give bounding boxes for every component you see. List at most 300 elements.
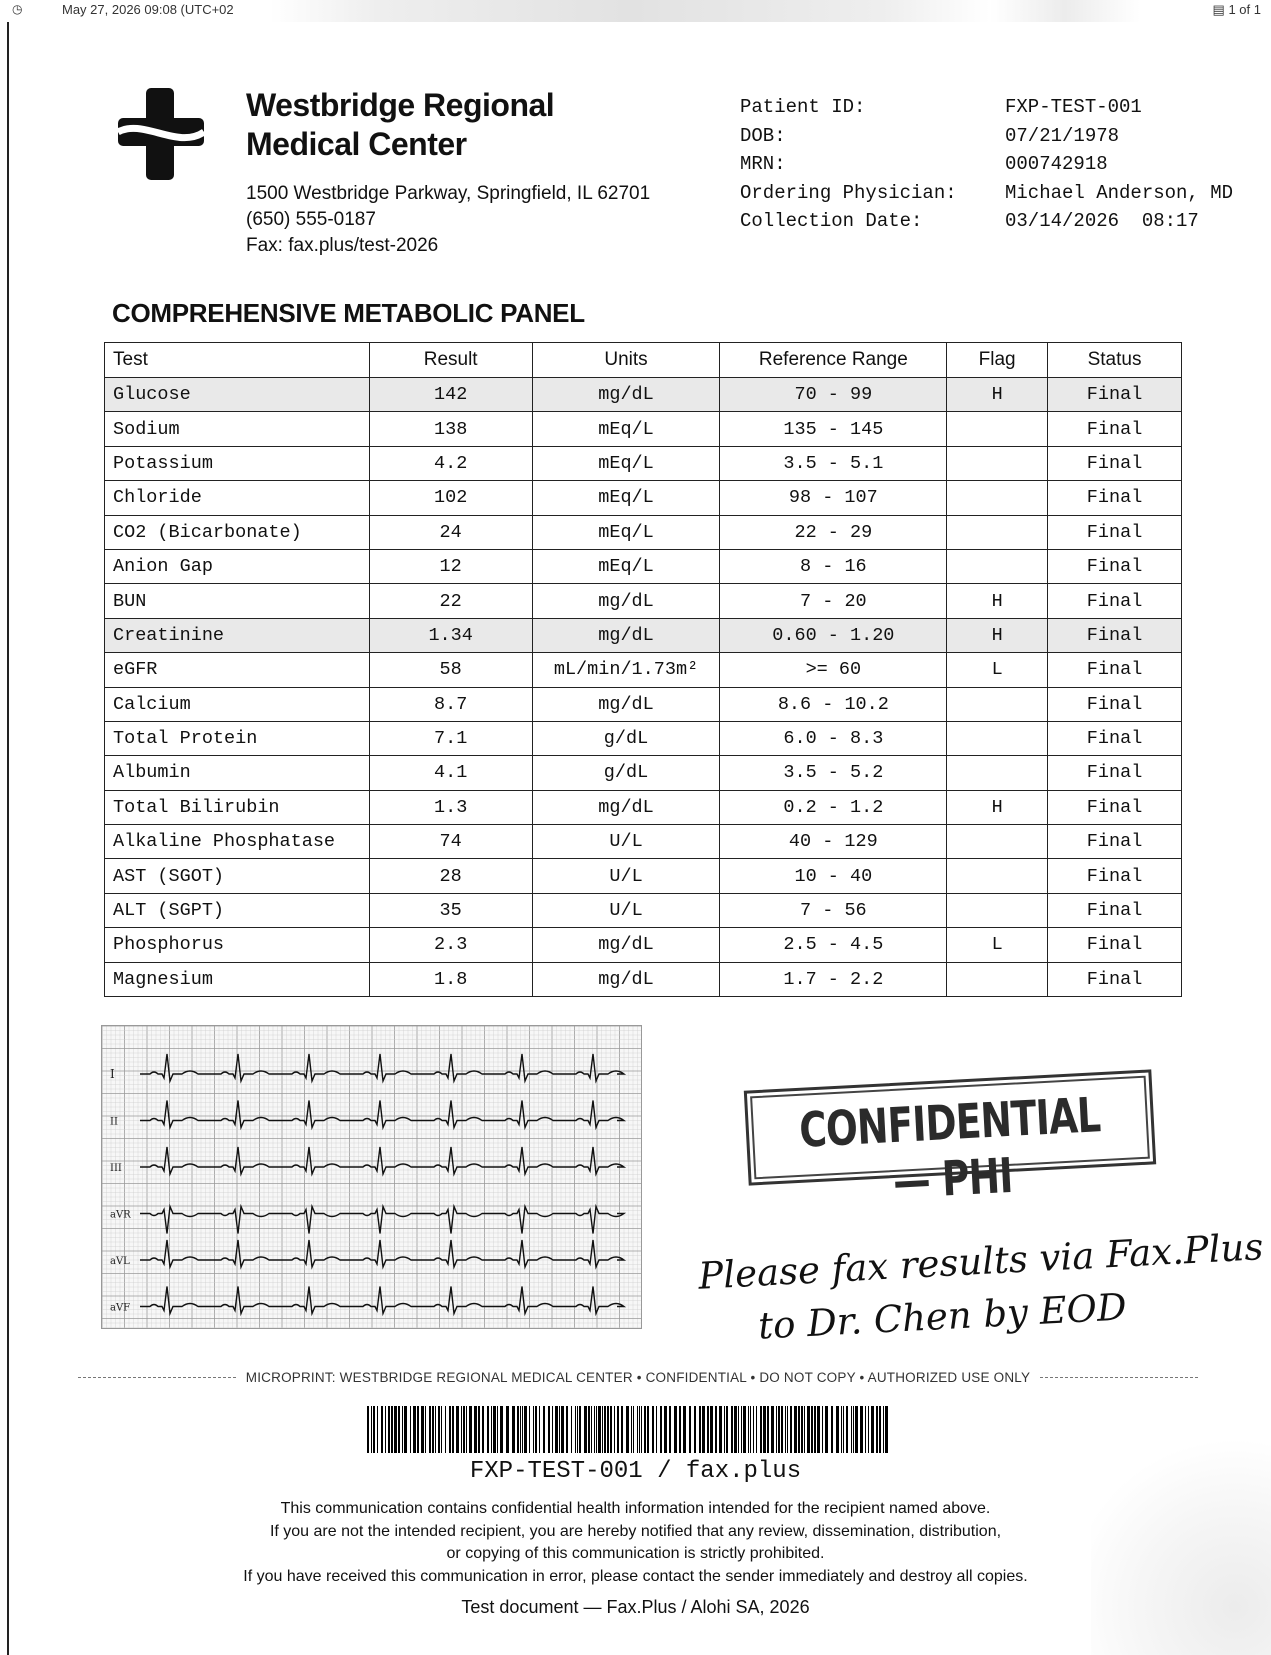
result-cell: 8.7 xyxy=(369,687,532,721)
barcode-bar xyxy=(871,1406,874,1453)
barcode-bar xyxy=(647,1406,649,1453)
barcode-bar xyxy=(575,1406,576,1453)
barcode-bar xyxy=(817,1406,820,1453)
barcode-bar xyxy=(452,1406,454,1453)
barcode-bar xyxy=(377,1406,378,1453)
table-row xyxy=(105,618,1182,652)
reference-range-cell: 3.5 - 5.2 xyxy=(720,756,947,790)
status-cell: Final xyxy=(1048,790,1182,824)
barcode-bar xyxy=(641,1406,642,1453)
status-cell: Final xyxy=(1048,549,1182,583)
barcode-bar xyxy=(559,1406,560,1453)
reference-range-cell: 7 - 56 xyxy=(720,893,947,927)
ecg-strip xyxy=(101,1025,642,1329)
barcode-bar xyxy=(535,1406,537,1453)
barcode-bar xyxy=(596,1406,597,1453)
barcode-bar xyxy=(410,1406,411,1453)
flag-cell xyxy=(947,687,1048,721)
barcode-bar xyxy=(879,1406,881,1453)
patient-info-label: MRN: xyxy=(740,153,786,175)
barcode-bar xyxy=(555,1406,558,1453)
ecg-lead-label: aVR xyxy=(110,1209,131,1221)
units-cell: mg/dL xyxy=(532,584,720,618)
barcode-bar xyxy=(517,1406,519,1453)
barcode-bar xyxy=(753,1406,754,1453)
test-name-cell: Glucose xyxy=(105,378,370,412)
barcode-bar xyxy=(631,1406,632,1453)
ecg-lead-label: III xyxy=(110,1163,122,1174)
column-header: Result xyxy=(369,343,532,378)
barcode-bar xyxy=(790,1406,792,1453)
barcode-bar xyxy=(710,1406,713,1453)
status-cell: Final xyxy=(1048,653,1182,687)
barcode-bar xyxy=(750,1406,751,1453)
result-cell: 1.34 xyxy=(369,618,532,652)
column-header: Units xyxy=(532,343,720,378)
table-row xyxy=(105,893,1182,927)
barcode-bar xyxy=(388,1406,390,1453)
disclaimer-line: If you have received this communication in error, please contact the sender immediately and destroy all copies. xyxy=(243,1567,1028,1585)
barcode-bar xyxy=(664,1406,667,1453)
medical-cross-icon xyxy=(118,88,204,180)
barcode-bar xyxy=(734,1406,737,1453)
table-row xyxy=(105,687,1182,721)
units-cell: U/L xyxy=(532,825,720,859)
disclaimer-line: This communication contains confidential health information intended for the recipient named above. xyxy=(280,1500,991,1517)
table-row xyxy=(105,446,1182,480)
barcode-bar xyxy=(417,1406,419,1453)
disclaimer-line: If you are not the intended recipient, you are hereby notified that any review, dissemination, distribution, xyxy=(269,1522,1002,1540)
barcode-bar xyxy=(512,1406,515,1453)
barcode-bar xyxy=(449,1406,451,1453)
status-cell: Final xyxy=(1048,584,1182,618)
flag-cell xyxy=(947,721,1048,755)
result-cell: 7.1 xyxy=(369,721,532,755)
barcode-bar xyxy=(760,1406,762,1453)
barcode-bar xyxy=(726,1406,728,1453)
barcode-bar xyxy=(529,1406,530,1453)
table-row xyxy=(105,928,1182,962)
barcode-bar xyxy=(656,1406,657,1453)
barcode-bar xyxy=(707,1406,709,1453)
fax-timestamp: May 27, 2026 09:08 (UTC+02 xyxy=(62,2,234,17)
result-cell: 142 xyxy=(369,378,532,412)
barcode-bar xyxy=(385,1406,386,1453)
barcode-bar xyxy=(579,1406,581,1453)
barcode-bar xyxy=(741,1406,742,1453)
flag-cell: H xyxy=(947,378,1048,412)
barcode-bar xyxy=(394,1406,397,1453)
barcode-bar xyxy=(432,1406,434,1453)
page-edge xyxy=(7,22,9,1655)
barcode-bar xyxy=(469,1406,472,1453)
barcode-bar xyxy=(811,1406,813,1453)
barcode-bar xyxy=(539,1406,540,1453)
barcode-bar xyxy=(781,1406,783,1453)
flag-cell xyxy=(947,446,1048,480)
barcode-bar xyxy=(438,1406,440,1453)
barcode-bar xyxy=(794,1406,797,1453)
flag-cell xyxy=(947,515,1048,549)
test-name-cell: Potassium xyxy=(105,446,370,480)
status-cell: Final xyxy=(1048,962,1182,996)
barcode-bar xyxy=(621,1406,623,1453)
barcode-bar xyxy=(798,1406,800,1453)
reference-range-cell: 6.0 - 8.3 xyxy=(720,721,947,755)
barcode-bar xyxy=(520,1406,521,1453)
flag-cell: L xyxy=(947,653,1048,687)
microprint-line xyxy=(78,1370,1198,1385)
patient-info-value: 000742918 xyxy=(1005,153,1108,175)
table-row xyxy=(105,721,1182,755)
table-row xyxy=(105,790,1182,824)
test-name-cell: Total Protein xyxy=(105,721,370,755)
barcode-bar xyxy=(604,1406,606,1453)
stamp-text: CONFIDENTIAL — PHI xyxy=(797,1087,1102,1211)
result-cell: 102 xyxy=(369,481,532,515)
barcode-bar xyxy=(702,1406,705,1453)
reference-range-cell: 0.2 - 1.2 xyxy=(720,790,947,824)
barcode-bar xyxy=(785,1406,786,1453)
clock-icon: ◷ xyxy=(12,2,23,16)
barcode-bar xyxy=(591,1406,592,1453)
status-cell: Final xyxy=(1048,893,1182,927)
status-cell: Final xyxy=(1048,618,1182,652)
result-cell: 12 xyxy=(369,549,532,583)
barcode-bar xyxy=(831,1406,833,1453)
barcode-bar xyxy=(689,1406,691,1453)
flag-cell xyxy=(947,756,1048,790)
status-cell: Final xyxy=(1048,515,1182,549)
barcode-bar xyxy=(413,1406,416,1453)
barcode-bar xyxy=(474,1406,477,1453)
test-name-cell: Sodium xyxy=(105,412,370,446)
test-name-cell: Phosphorus xyxy=(105,928,370,962)
barcode-bar xyxy=(398,1406,400,1453)
fax: Fax: fax.plus/test-2026 xyxy=(246,235,439,256)
flag-cell: H xyxy=(947,618,1048,652)
column-header: Reference Range xyxy=(720,343,947,378)
units-cell: U/L xyxy=(532,893,720,927)
reference-range-cell: 7 - 20 xyxy=(720,584,947,618)
patient-info-value: 07/21/1978 xyxy=(1005,124,1120,147)
barcode-bar xyxy=(429,1406,431,1453)
test-name-cell: Total Bilirubin xyxy=(105,790,370,824)
barcode-bar xyxy=(868,1406,869,1453)
barcode-text: FXP-TEST-001 / fax.plus xyxy=(469,1458,802,1485)
barcode-bar xyxy=(391,1406,393,1453)
status-cell: Final xyxy=(1048,412,1182,446)
barcode-bar xyxy=(594,1406,595,1453)
reference-range-cell: 2.5 - 4.5 xyxy=(720,928,947,962)
units-cell: U/L xyxy=(532,859,720,893)
organization-name xyxy=(246,86,554,164)
flag-cell: H xyxy=(947,584,1048,618)
address: 1500 Westbridge Parkway, Springfield, IL 62701 xyxy=(246,183,651,204)
status-cell: Final xyxy=(1048,721,1182,755)
redacted-header-area xyxy=(270,0,990,22)
table-row xyxy=(105,962,1182,996)
reference-range-cell: 8.6 - 10.2 xyxy=(720,687,947,721)
patient-info-label: Collection Date: xyxy=(740,210,923,232)
barcode-bar xyxy=(598,1406,601,1453)
ecg-lead-label: I xyxy=(110,1067,115,1081)
barcode-bar xyxy=(577,1406,578,1453)
test-name-cell: Chloride xyxy=(105,481,370,515)
barcode-bar xyxy=(506,1406,509,1453)
barcode-bar xyxy=(445,1406,446,1453)
table-row xyxy=(105,549,1182,583)
scan-noise xyxy=(1091,1415,1271,1655)
test-name-cell: Calcium xyxy=(105,687,370,721)
barcode-bar xyxy=(461,1406,462,1453)
status-cell: Final xyxy=(1048,859,1182,893)
test-name-cell: Creatinine xyxy=(105,618,370,652)
barcode-bar xyxy=(571,1406,572,1453)
microprint-text: MICROPRINT: WESTBRIDGE REGIONAL MEDICAL CENTER • CONFIDENTIAL • DO NOT COPY • AUTHORIZED USE ONLY xyxy=(245,1370,1031,1385)
result-cell: 4.1 xyxy=(369,756,532,790)
barcode-bar xyxy=(855,1406,858,1453)
status-cell: Final xyxy=(1048,378,1182,412)
result-cell: 4.2 xyxy=(369,446,532,480)
table-row xyxy=(105,584,1182,618)
barcode-bar xyxy=(614,1406,615,1453)
barcode-bar xyxy=(738,1406,739,1453)
barcode-bar xyxy=(497,1406,498,1453)
barcode-bar xyxy=(610,1406,612,1453)
barcode-bar xyxy=(674,1406,677,1453)
reference-range-cell: 1.7 - 2.2 xyxy=(720,962,947,996)
barcode-bar xyxy=(885,1406,888,1453)
barcode-bar xyxy=(699,1406,701,1453)
lab-results-table xyxy=(104,342,1182,997)
barcode-bar xyxy=(584,1406,587,1453)
barcode-bar xyxy=(552,1406,553,1453)
barcode-bar xyxy=(756,1406,757,1453)
barcode-bar xyxy=(487,1406,489,1453)
barcode-bar xyxy=(491,1406,492,1453)
test-name-cell: eGFR xyxy=(105,653,370,687)
barcode-bar xyxy=(853,1406,854,1453)
units-cell: g/dL xyxy=(532,756,720,790)
barcode-bar xyxy=(602,1406,603,1453)
barcode-bar xyxy=(524,1406,527,1453)
ecg-lead-label: II xyxy=(110,1116,118,1128)
result-cell: 35 xyxy=(369,893,532,927)
barcode-bar xyxy=(807,1406,810,1453)
barcode-bar xyxy=(801,1406,803,1453)
barcode-bar xyxy=(814,1406,816,1453)
units-cell: mEq/L xyxy=(532,412,720,446)
barcode-bar xyxy=(367,1406,369,1453)
barcode-bar xyxy=(694,1406,696,1453)
table-row xyxy=(105,859,1182,893)
reference-range-cell: 22 - 29 xyxy=(720,515,947,549)
table-row xyxy=(105,412,1182,446)
barcode-bar xyxy=(543,1406,545,1453)
barcode-bar xyxy=(425,1406,426,1453)
barcode-bar xyxy=(743,1406,746,1453)
barcode-bar xyxy=(548,1406,550,1453)
flag-cell: H xyxy=(947,790,1048,824)
barcode-bar xyxy=(767,1406,769,1453)
barcode-bar xyxy=(724,1406,725,1453)
page-indicator-label: 1 of 1 xyxy=(1228,2,1261,17)
reference-range-cell: 70 - 99 xyxy=(720,378,947,412)
result-cell: 2.3 xyxy=(369,928,532,962)
table-row xyxy=(105,515,1182,549)
patient-info-label: Patient ID: xyxy=(740,96,866,118)
confidentiality-disclaimer xyxy=(0,1498,1271,1588)
barcode-bar xyxy=(715,1406,717,1453)
test-name-cell: CO2 (Bicarbonate) xyxy=(105,515,370,549)
footer: Test document — Fax.Plus / Alohi SA, 2026 xyxy=(461,1597,810,1617)
barcode-bar xyxy=(644,1406,646,1453)
disclaimer-line: or copying of this communication is strictly prohibited. xyxy=(446,1545,825,1562)
org-name-line1: Westbridge Regional xyxy=(246,87,555,123)
reference-range-cell: 40 - 129 xyxy=(720,825,947,859)
barcode-bar xyxy=(404,1406,407,1453)
microprint-dash-left xyxy=(78,1377,236,1378)
test-name-cell: BUN xyxy=(105,584,370,618)
units-cell: mg/dL xyxy=(532,687,720,721)
barcode-bar xyxy=(776,1406,777,1453)
barcode-bar xyxy=(566,1406,568,1453)
flag-cell xyxy=(947,481,1048,515)
reference-range-cell: 0.60 - 1.20 xyxy=(720,618,947,652)
result-cell: 138 xyxy=(369,412,532,446)
barcode-bar xyxy=(836,1406,839,1453)
result-cell: 22 xyxy=(369,584,532,618)
barcode-bar xyxy=(402,1406,403,1453)
test-name-cell: AST (SGOT) xyxy=(105,859,370,893)
phone: (650) 555-0187 xyxy=(246,209,376,230)
barcode-bar xyxy=(522,1406,523,1453)
units-cell: mg/dL xyxy=(532,962,720,996)
barcode-bar xyxy=(626,1406,629,1453)
barcode-bar xyxy=(466,1406,467,1453)
table-row xyxy=(105,481,1182,515)
barcode-bar xyxy=(561,1406,564,1453)
units-cell: mEq/L xyxy=(532,515,720,549)
barcode-bar xyxy=(652,1406,654,1453)
barcode-bar xyxy=(822,1406,823,1453)
status-cell: Final xyxy=(1048,825,1182,859)
barcode-bar xyxy=(639,1406,640,1453)
confidential-stamp xyxy=(744,1069,1156,1211)
barcode-bar xyxy=(860,1406,863,1453)
barcode-bar xyxy=(456,1406,459,1453)
result-cell: 74 xyxy=(369,825,532,859)
viewer-top-bar xyxy=(0,0,1271,22)
barcode-bar xyxy=(637,1406,638,1453)
units-cell: mg/dL xyxy=(532,618,720,652)
patient-info-label: DOB: xyxy=(740,124,786,147)
test-name-cell: Anion Gap xyxy=(105,549,370,583)
table-row xyxy=(105,825,1182,859)
barcode-bar xyxy=(482,1406,484,1453)
test-name-cell: Albumin xyxy=(105,756,370,790)
barcode-bar xyxy=(607,1406,609,1453)
page-indicator xyxy=(1213,2,1261,18)
units-cell: mEq/L xyxy=(532,549,720,583)
status-cell: Final xyxy=(1048,756,1182,790)
result-cell: 1.3 xyxy=(369,790,532,824)
barcode-bar xyxy=(865,1406,866,1453)
flag-cell xyxy=(947,859,1048,893)
barcode-bar xyxy=(876,1406,878,1453)
barcode-bar xyxy=(371,1406,372,1453)
barcode-bar xyxy=(500,1406,503,1453)
status-cell: Final xyxy=(1048,446,1182,480)
result-cell: 28 xyxy=(369,859,532,893)
test-name-cell: ALT (SGPT) xyxy=(105,893,370,927)
flag-cell xyxy=(947,825,1048,859)
barcode-bar xyxy=(804,1406,805,1453)
barcode-bar xyxy=(493,1406,496,1453)
patient-info-value: Michael Anderson, MD xyxy=(1005,181,1234,204)
org-name-line2: Medical Center xyxy=(246,126,467,162)
reference-range-cell: 98 - 107 xyxy=(720,481,947,515)
barcode-bar xyxy=(763,1406,766,1453)
reference-range-cell: 3.5 - 5.1 xyxy=(720,446,947,480)
table-row xyxy=(105,378,1182,412)
barcode-bar xyxy=(719,1406,722,1453)
flag-cell xyxy=(947,412,1048,446)
barcode xyxy=(367,1406,891,1453)
barcode-bar xyxy=(660,1406,662,1453)
barcode-bar xyxy=(373,1406,375,1453)
units-cell: mEq/L xyxy=(532,446,720,480)
patient-info-value: 03/14/2026 08:17 xyxy=(1005,210,1199,232)
reference-range-cell: 135 - 145 xyxy=(720,412,947,446)
column-header: Flag xyxy=(947,343,1048,378)
barcode-bar xyxy=(679,1406,681,1453)
barcode-bar xyxy=(778,1406,780,1453)
barcode-bar xyxy=(825,1406,828,1453)
status-cell: Final xyxy=(1048,481,1182,515)
barcode-bar xyxy=(617,1406,619,1453)
table-header-row xyxy=(105,343,1182,378)
barcode-bar xyxy=(748,1406,749,1453)
barcode-bar xyxy=(771,1406,774,1453)
ecg-lead-label: aVF xyxy=(110,1302,131,1314)
units-cell: mg/dL xyxy=(532,790,720,824)
patient-info-value: FXP-TEST-001 xyxy=(1005,96,1142,118)
patient-info-label: Ordering Physician: xyxy=(740,181,957,204)
reference-range-cell: 10 - 40 xyxy=(720,859,947,893)
barcode-bar xyxy=(669,1406,671,1453)
barcode-bar xyxy=(463,1406,465,1453)
barcode-bar xyxy=(478,1406,480,1453)
barcode-bar xyxy=(843,1406,844,1453)
reference-range-cell: 8 - 16 xyxy=(720,549,947,583)
column-header: Status xyxy=(1048,343,1182,378)
barcode-bar xyxy=(846,1406,848,1453)
status-cell: Final xyxy=(1048,928,1182,962)
barcode-bar xyxy=(588,1406,590,1453)
barcode-bar xyxy=(533,1406,534,1453)
barcode-bar xyxy=(731,1406,733,1453)
units-cell: mEq/L xyxy=(532,481,720,515)
microprint-dash-right xyxy=(1040,1377,1198,1378)
table-row xyxy=(105,756,1182,790)
barcode-bar xyxy=(851,1406,852,1453)
organization-contact xyxy=(246,181,650,259)
redacted-header-area-2 xyxy=(990,0,1140,22)
ecg-lead-label: aVL xyxy=(110,1256,130,1267)
barcode-bar xyxy=(633,1406,634,1453)
